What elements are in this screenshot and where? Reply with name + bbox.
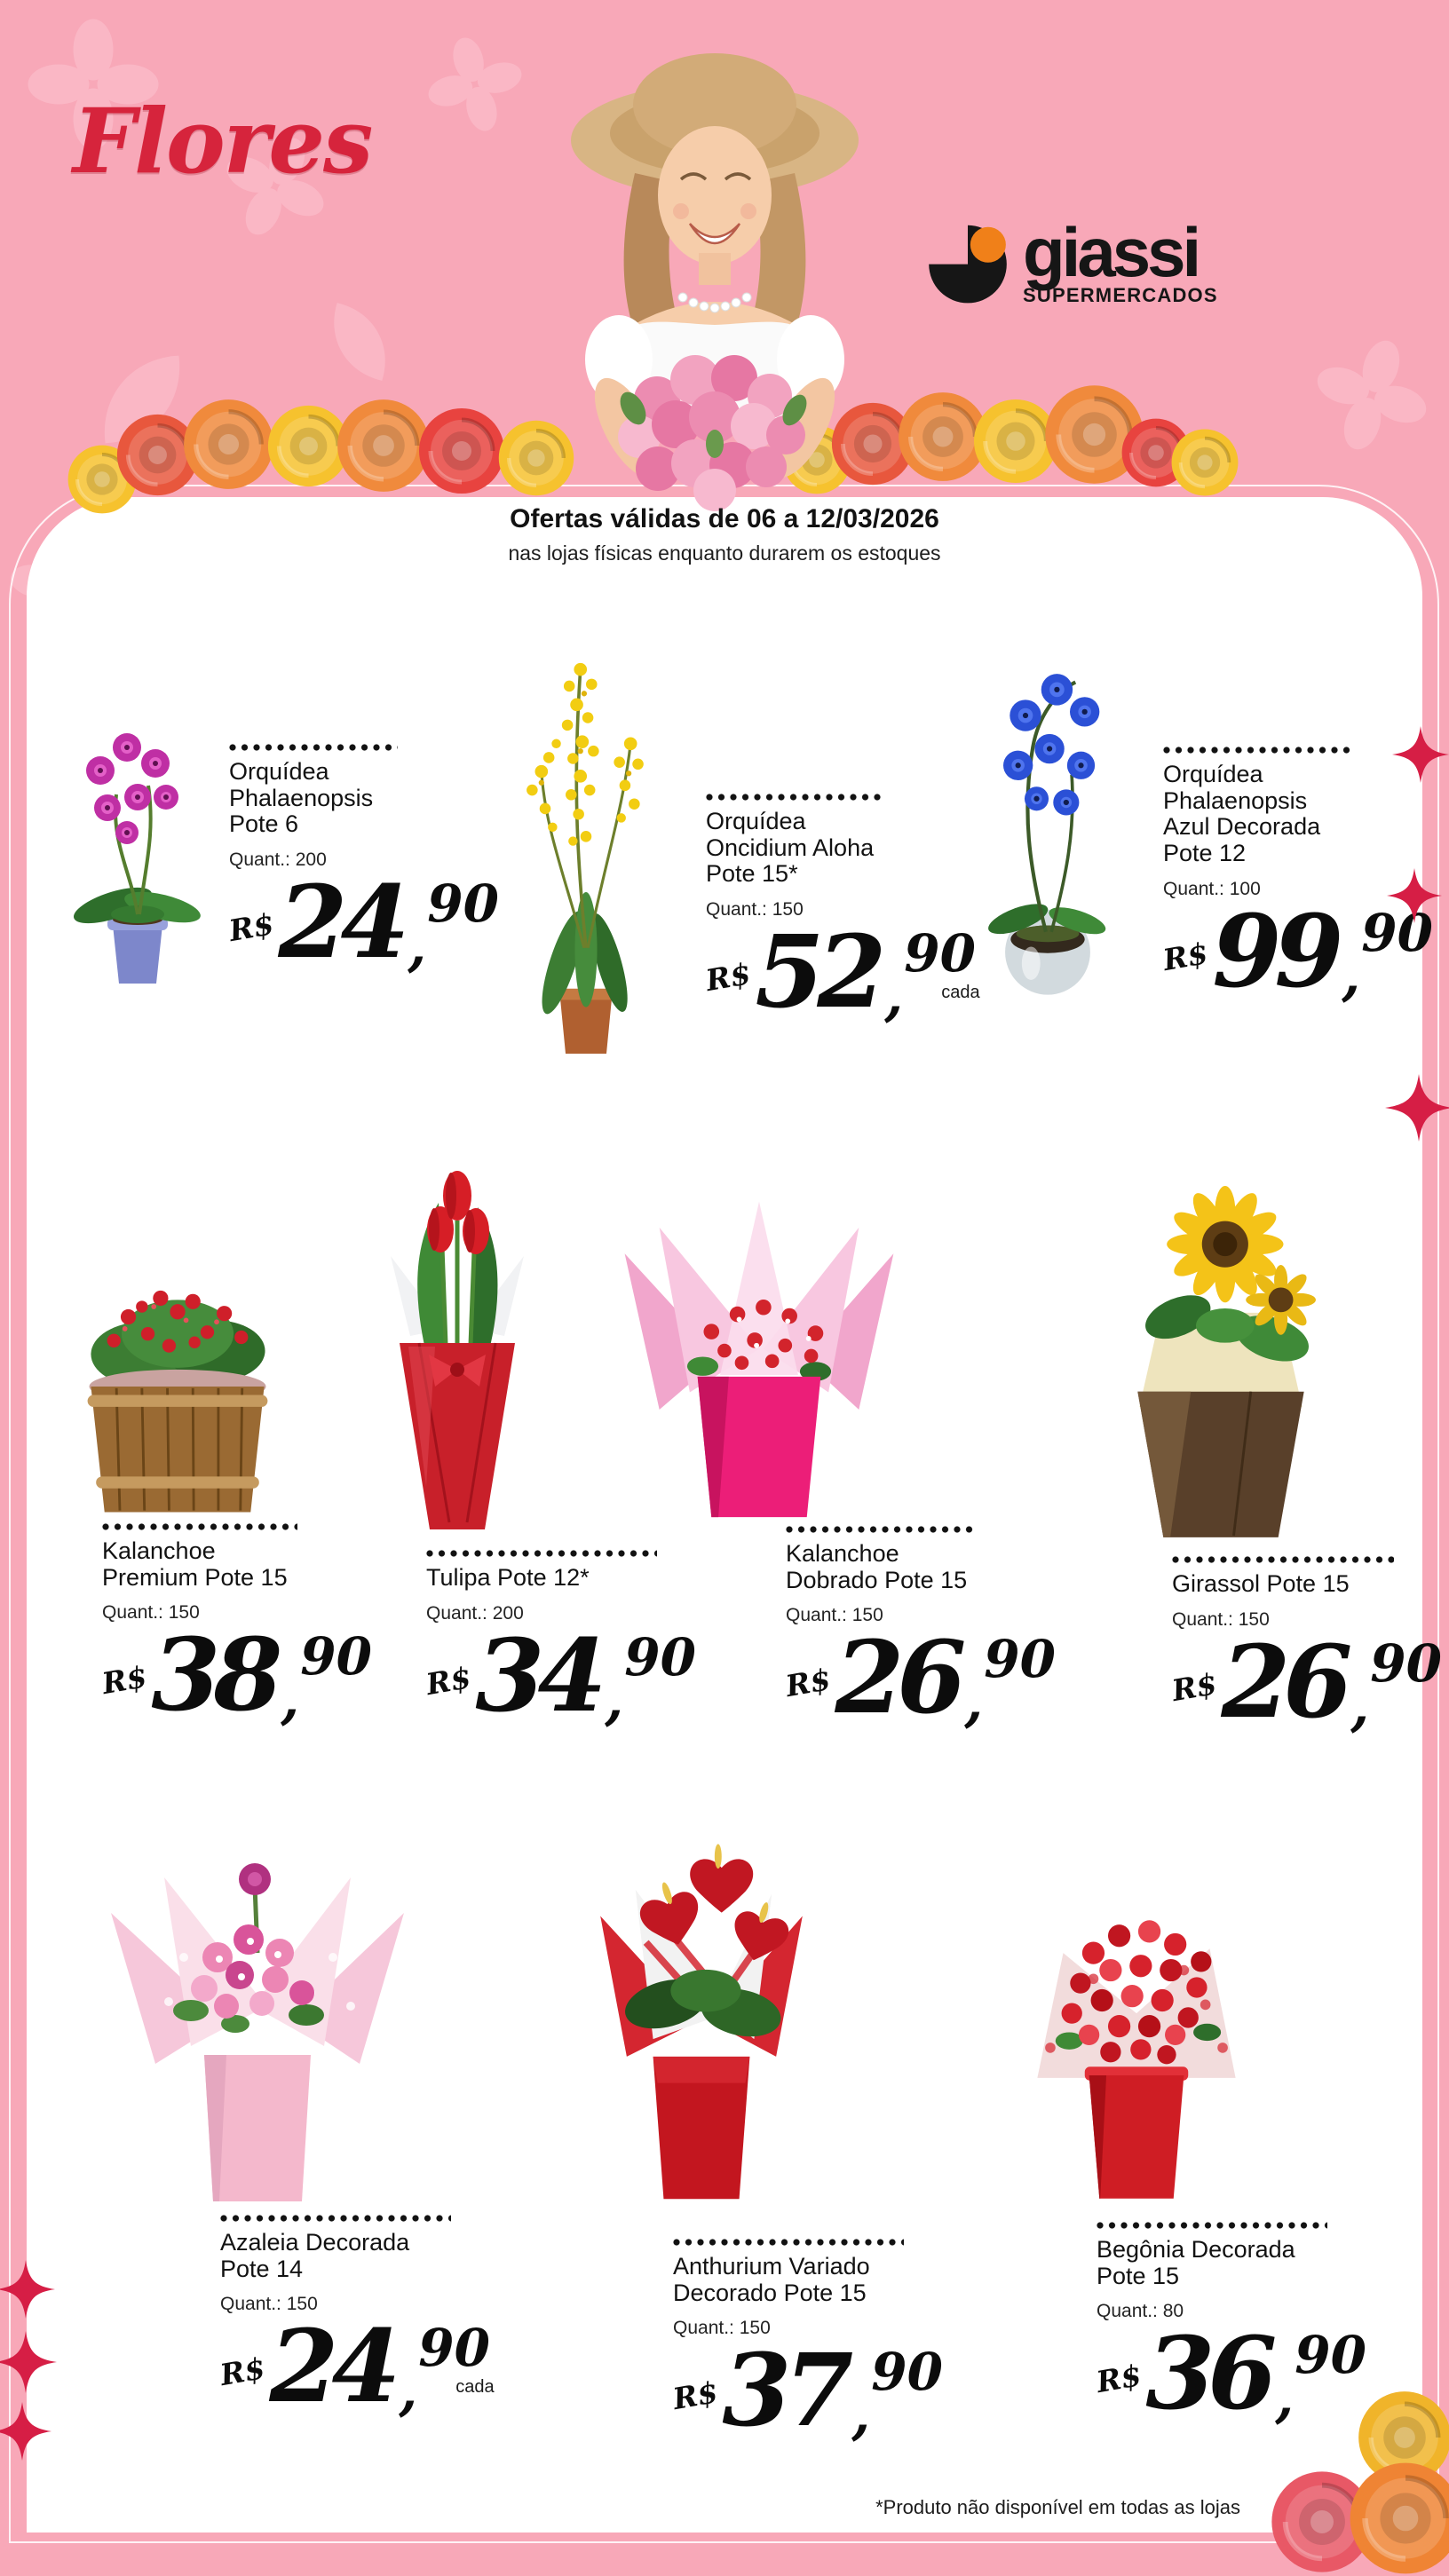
price-integer: 24 [269,2309,394,2426]
sparkle-star-icon [0,2260,55,2319]
sparkle-star-icon [0,2331,57,2393]
leaf-pattern-icon [54,312,229,486]
product-quantity: Quant.: 100 [1163,878,1261,899]
product-price [99,1617,372,1734]
dotted-divider [1097,2222,1327,2229]
product-image-anthurium [564,1793,839,2215]
brand-logo-text [1023,212,1218,308]
product-name: Begônia Decorada Pote 15 [1097,2236,1295,2289]
brand-name: giassi [1023,212,1199,291]
product-quantity: Quant.: 150 [673,2318,771,2339]
price-separator: , [399,2360,418,2423]
price-cents: 90 [427,873,499,935]
product-name: Tulipa Pote 12* [426,1564,590,1591]
price-decimal [851,2342,948,2447]
price-decimal [605,1626,696,1732]
currency-symbol: R$ [1160,935,1211,977]
brand-logo [925,212,1218,311]
price-separator: , [281,1669,300,1732]
price-decimal [1275,2325,1366,2430]
dotted-divider [706,794,883,801]
dotted-divider [229,744,398,751]
currency-symbol: R$ [99,1659,150,1702]
price-separator: , [1275,2367,1295,2430]
price-integer: 34 [475,1617,600,1734]
currency-symbol: R$ [1168,1665,1220,1708]
product-price [669,2333,948,2450]
product-name: Anthurium Variado Decorado Pote 15 [673,2253,870,2306]
product-quantity: Quant.: 150 [102,1602,200,1624]
currency-symbol: R$ [226,905,277,949]
product-name: Kalanchoe Dobrado Pote 15 [786,1540,968,1593]
product-price [1160,893,1433,1010]
price-unit: cada [941,983,980,1003]
price-integer: 52 [755,914,880,1031]
product-name: Orquídea Phalaenopsis Azul Decorada Pote 12 [1163,761,1321,867]
dotted-divider [220,2215,451,2222]
product-name: Orquídea Phalaenopsis Pote 6 [229,758,374,838]
price-cents: 90 [1361,902,1433,963]
price-separator: , [851,2384,871,2447]
giassi-logo-icon [925,222,1010,311]
price-cents: 90 [1370,1632,1442,1694]
sparkle-star-icon [1392,726,1449,783]
price-separator: , [605,1669,624,1732]
price-cents: 90 [624,1626,696,1687]
price-integer: 38 [151,1617,276,1734]
product-price [1093,2316,1366,2433]
clover-pattern-icon [1299,322,1445,468]
product-card [782,1526,1056,1737]
price-integer: 37 [722,2333,847,2450]
currency-symbol: R$ [217,2351,268,2393]
validity-conditions: nas lojas físicas enquanto durarem os estoques [508,541,941,565]
price-separator: , [964,1671,984,1734]
price-decimal [281,1626,372,1732]
price-integer: 99 [1212,893,1337,1010]
price-decimal [964,1629,1056,1734]
price-integer: 36 [1145,2316,1271,2433]
product-image-tulips [364,1105,550,1549]
price-cents: 90 [871,2342,943,2403]
product-card [226,744,499,982]
dotted-divider [786,1526,977,1533]
dotted-divider [426,1550,657,1557]
validity-dates: Ofertas válidas de 06 a 12/03/2026 [510,504,939,533]
price-cents: 90 [904,923,976,984]
product-card [1168,1556,1442,1741]
dotted-divider [102,1523,297,1530]
page-title: Flores [73,89,372,194]
price-integer: 26 [1221,1624,1346,1741]
product-card [1160,747,1433,1010]
sparkle-star-icon [0,2402,51,2461]
currency-symbol: R$ [702,955,754,999]
price-integer: 26 [835,1620,960,1737]
price-separator: , [884,966,904,1029]
price-cents: 90 [418,2318,490,2379]
rose-icon [266,404,351,488]
price-decimal [1342,902,1433,1007]
product-image-purple-phalaenopsis [49,701,226,994]
sparkle-star-icon [1387,868,1442,923]
product-quantity: Quant.: 80 [1097,2301,1184,2322]
product-image-yellow-oncidium [484,611,688,1090]
price-decimal [1350,1632,1442,1738]
dotted-divider [1172,1556,1394,1563]
product-image-begonia [990,1846,1283,2215]
product-quantity: Quant.: 150 [220,2294,318,2315]
price-separator: , [1350,1675,1370,1738]
currency-symbol: R$ [423,1659,474,1702]
leaf-pattern-icon [293,275,426,408]
product-card [217,2215,495,2426]
product-card [702,794,980,1031]
price-cents: 90 [984,1629,1056,1690]
rose-icon [972,398,1059,485]
price-separator: , [408,916,427,979]
product-card [99,1523,372,1734]
product-quantity: Quant.: 150 [1172,1608,1270,1630]
product-name: Kalanchoe Premium Pote 15 [102,1537,288,1591]
product-image-kalanchoe-dobrado [604,1150,915,1522]
product-quantity: Quant.: 150 [706,899,804,921]
brand-subtitle: SUPERMERCADOS [1023,284,1218,307]
dotted-divider [1163,747,1354,754]
price-cents: 90 [1295,2325,1366,2386]
footnote: *Produto não disponível em todas as lojas [875,2496,1240,2518]
product-image-azaleia [84,1798,431,2215]
product-name: Azaleia Decorada Pote 14 [220,2229,410,2282]
dotted-divider [673,2239,904,2246]
product-card [423,1550,696,1734]
product-price [423,1617,696,1734]
product-image-sunflower [1097,1141,1345,1553]
product-price [226,865,499,982]
product-quantity: Quant.: 200 [426,1602,524,1624]
product-price [782,1620,1056,1737]
rose-icon [336,398,432,494]
currency-symbol: R$ [669,2375,721,2417]
price-cents: 90 [300,1626,372,1687]
product-quantity: Quant.: 150 [786,1605,883,1626]
price-separator: , [1342,944,1361,1007]
currency-symbol: R$ [1093,2358,1144,2400]
product-name: Girassol Pote 15 [1172,1570,1350,1597]
product-price [702,914,980,1031]
sparkle-star-icon [1385,1074,1449,1142]
product-card [1093,2222,1366,2433]
price-unit: cada [455,2377,495,2398]
currency-symbol: R$ [782,1662,834,1704]
rose-icon [1120,417,1192,488]
product-image-kalanchoe-premium [44,1132,311,1522]
woman-with-bouquet-photo [493,27,937,513]
rose-icon [1043,383,1145,486]
product-name: Orquídea Oncidium Aloha Pote 15* [706,808,875,888]
price-integer: 24 [278,865,403,982]
product-price [1168,1624,1442,1741]
price-decimal [399,2318,495,2423]
product-card [669,2239,948,2450]
product-quantity: Quant.: 200 [229,849,327,871]
offer-validity [27,504,1422,565]
product-price [217,2309,495,2426]
